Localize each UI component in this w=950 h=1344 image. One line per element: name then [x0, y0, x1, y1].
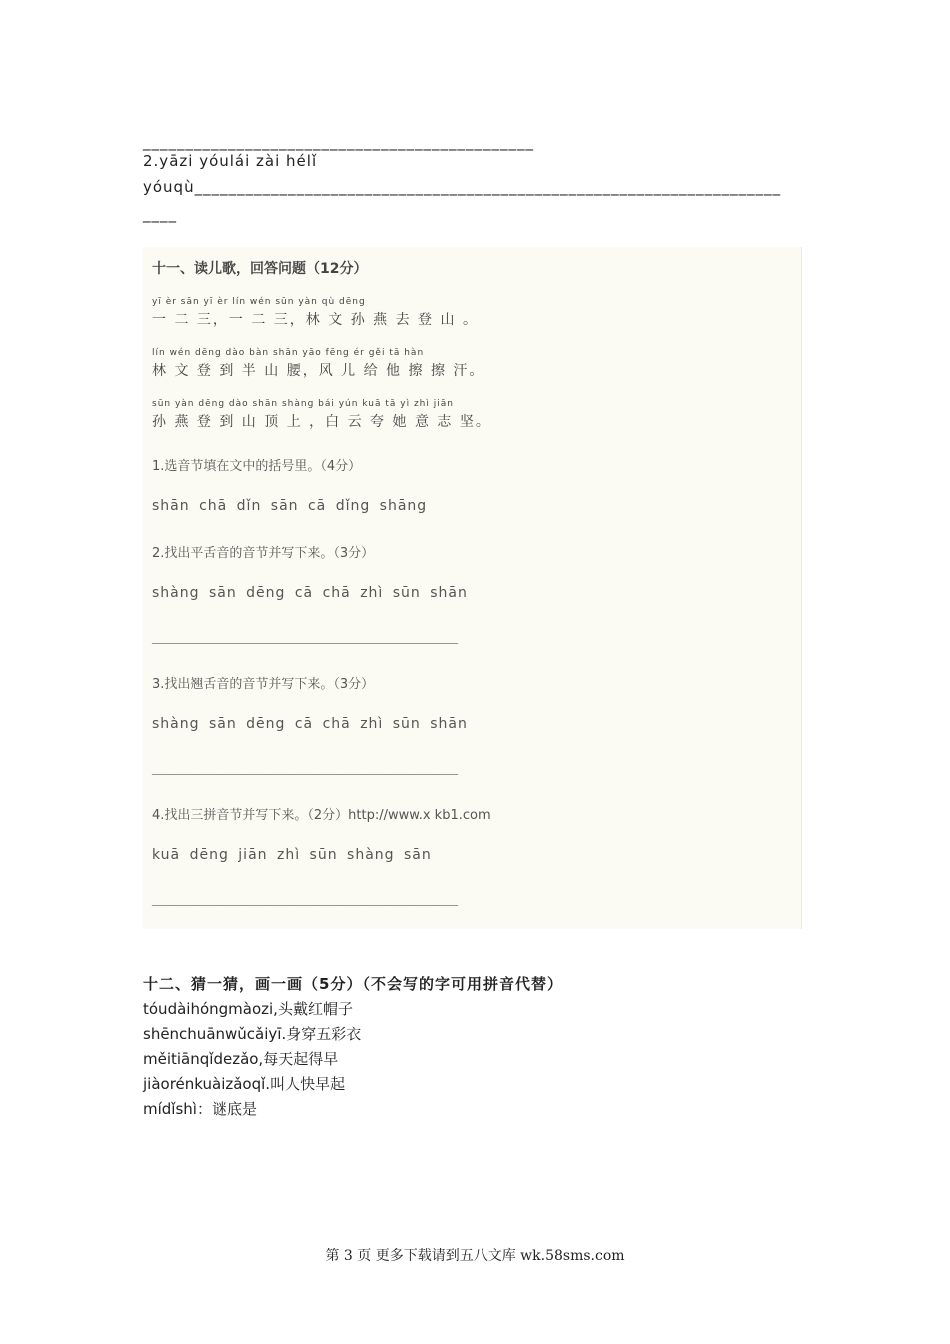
question-3-label: 3.找出翘舌音的音节并写下来。（3分） [152, 677, 375, 692]
question-4-options: kuā dēng jiān zhì sūn shàng sān [152, 847, 432, 863]
poem-line-1-pinyin: yī èr sān yī èr lín wén sūn yàn qù dēng [152, 297, 366, 307]
question-3-options: shàng sān dēng cā chā zhì sūn shān [152, 716, 468, 732]
question-2-options: shàng sān dēng cā chā zhì sūn shān [152, 585, 468, 601]
poem-line-1-text: 一 二 三，一 二 三，林 文 孙 燕 去 登 山 。 [152, 312, 479, 328]
question-1-label: 1.选音节填在文中的括号里。（4分） [152, 459, 362, 474]
question-4-label: 4.找出三拼音节并写下来。（2分）http://www.x kb1.com [152, 808, 491, 823]
question-2-answer-line: yóuqù_____________________________________________________________________ [143, 178, 782, 196]
question-4-answer-line: ___________________________________________________ [152, 892, 458, 906]
question-2-pinyin: 2.yāzi yóulái zài hélǐ [143, 152, 318, 170]
poem-line-3-pinyin: sūn yàn dēng dào shān shàng bái yún kuā tā yì zhì jiān [152, 399, 454, 409]
riddle-line: tóudàihóngmàozi,头戴红帽子 [143, 1000, 353, 1018]
answer-line: ______________________________________________ [143, 133, 534, 151]
section-11-title: 十一、读儿歌，回答问题（12分） [152, 261, 368, 277]
question-2-answer-line: ___________________________________________________ [152, 630, 458, 644]
poem-line-2-pinyin: lín wén dēng dào bàn shān yāo fēng ér gěi tā hàn [152, 348, 425, 358]
answer-line-wrap: ____ [143, 205, 177, 223]
section-12-title: 十二、猜一猜，画一画（5分）（不会写的字可用拼音代替） [143, 975, 563, 993]
poem-line-2-text: 林 文 登 到 半 山 腰，风 儿 给 他 擦 擦 汗。 [152, 363, 486, 379]
poem-line-3-text: 孙 燕 登 到 山 顶 上 ，白 云 夸 她 意 志 坚。 [152, 414, 492, 430]
riddle-line: měitiānqǐdezǎo,每天起得早 [143, 1050, 339, 1068]
question-1-options: shān chā dǐn sān cā dǐng shāng [152, 498, 428, 514]
riddle-answer-label: mídǐshì：谜底是 [143, 1100, 257, 1118]
question-2-label: 2.找出平舌音的音节并写下来。（3分） [152, 546, 375, 561]
page-footer: 第 3 页 更多下载请到五八文库 wk.58sms.com [325, 1248, 625, 1264]
riddle-line: shēnchuānwǔcǎiyī.身穿五彩衣 [143, 1025, 362, 1043]
question-3-answer-line: ___________________________________________________ [152, 761, 458, 775]
section-11-panel [143, 247, 802, 929]
riddle-line: jiàorénkuàizǎoqǐ.叫人快早起 [143, 1075, 346, 1093]
